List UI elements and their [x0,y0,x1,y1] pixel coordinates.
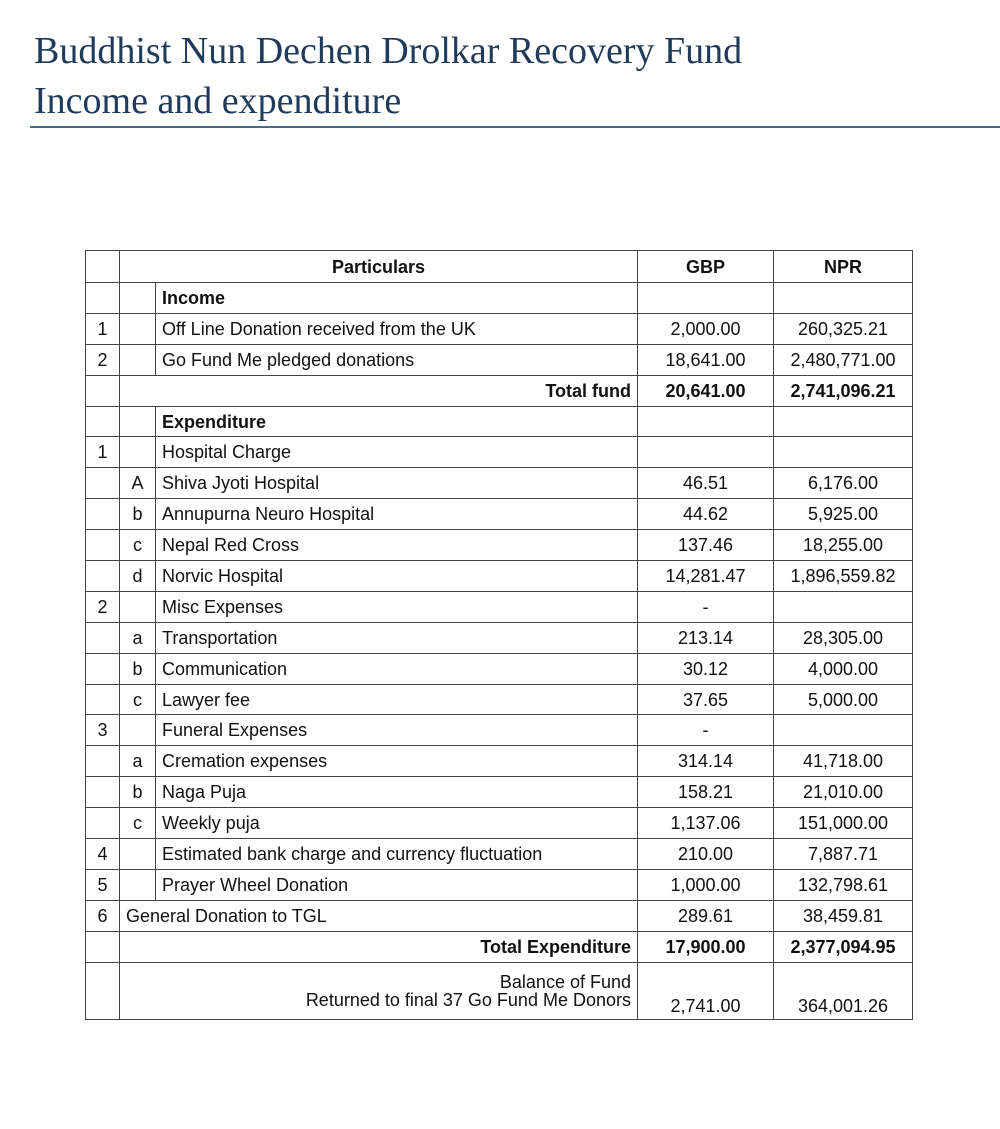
balance-line-2: Returned to final 37 Go Fund Me Donors [305,989,631,1010]
table-row [86,344,913,375]
row-gbp: 14,281.47 [638,561,774,592]
row-index: 2 [86,344,120,375]
table-row [86,746,913,777]
row-gbp: 137.46 [638,530,774,561]
expenditure-section-row [86,406,913,437]
row-sub-index [120,715,156,746]
table-row [86,653,913,684]
row-label: Communication [156,653,638,684]
row-gbp: 213.14 [638,622,774,653]
row-sub-index [120,839,156,870]
total-fund-label: Total fund [120,375,638,406]
row-label: Naga Puja [156,777,638,808]
blank-cell [638,406,774,437]
row-sub-index [120,869,156,900]
blank-cell [774,406,913,437]
table-row [86,313,913,344]
row-sub-index [120,437,156,468]
header-blank-cell [86,251,120,283]
row-index [86,499,120,530]
row-index: 1 [86,313,120,344]
row-npr: 151,000.00 [774,808,913,839]
row-npr: 5,000.00 [774,684,913,715]
row-label: Nepal Red Cross [156,530,638,561]
blank-cell [774,283,913,314]
row-gbp [638,437,774,468]
row-npr: 2,480,771.00 [774,344,913,375]
row-sub-index: a [120,622,156,653]
row-npr [774,715,913,746]
row-gbp: 158.21 [638,777,774,808]
row-npr: 4,000.00 [774,653,913,684]
row-index [86,468,120,499]
row-sub-index: c [120,684,156,715]
row-npr: 21,010.00 [774,777,913,808]
blank-cell [638,283,774,314]
blank-cell [120,283,156,314]
row-npr: 132,798.61 [774,869,913,900]
table-row [86,561,913,592]
row-label: Transportation [156,622,638,653]
total-expenditure-row [86,931,913,962]
row-label: Cremation expenses [156,746,638,777]
row-label: Prayer Wheel Donation [156,869,638,900]
table-row [86,808,913,839]
expenditure-label: Expenditure [156,406,638,437]
header-npr: NPR [774,251,913,283]
row-index [86,622,120,653]
row-label: Funeral Expenses [156,715,638,746]
balance-label [120,962,638,1019]
row-index: 2 [86,591,120,622]
row-label: Weekly puja [156,808,638,839]
header-gbp: GBP [638,251,774,283]
row-gbp: 37.65 [638,684,774,715]
blank-cell [86,931,120,962]
row-index [86,746,120,777]
blank-cell [120,406,156,437]
row-index: 1 [86,437,120,468]
row-sub-index: c [120,530,156,561]
row-gbp: - [638,591,774,622]
row-index [86,530,120,561]
balance-row [86,962,913,1019]
row-index: 4 [86,839,120,870]
income-label: Income [156,283,638,314]
table-row [86,869,913,900]
total-expenditure-gbp: 17,900.00 [638,931,774,962]
blank-cell [120,344,156,375]
row-npr: 28,305.00 [774,622,913,653]
balance-npr: 364,001.26 [774,962,913,1019]
row-index [86,684,120,715]
table-row [86,715,913,746]
row-gbp: 44.62 [638,499,774,530]
row-npr: 38,459.81 [774,900,913,931]
blank-cell [120,313,156,344]
table-row [86,530,913,561]
row-gbp: - [638,715,774,746]
row-gbp: 289.61 [638,900,774,931]
row-label: Off Line Donation received from the UK [156,313,638,344]
table-header-row [86,251,913,283]
row-sub-index: c [120,808,156,839]
table-row [86,684,913,715]
blank-cell [86,406,120,437]
total-fund-row [86,375,913,406]
row-gbp: 2,000.00 [638,313,774,344]
table-row [86,591,913,622]
row-gbp: 1,137.06 [638,808,774,839]
row-sub-index: a [120,746,156,777]
row-npr: 5,925.00 [774,499,913,530]
row-sub-index: b [120,499,156,530]
row-index [86,561,120,592]
row-npr: 41,718.00 [774,746,913,777]
row-sub-index: b [120,777,156,808]
header-particulars: Particulars [120,251,638,283]
title-line-1: Buddhist Nun Dechen Drolkar Recovery Fund [34,30,743,72]
table-row [86,437,913,468]
balance-gbp: 2,741.00 [638,962,774,1019]
title-line-2: Income and expenditure [34,80,402,122]
document-title [34,26,742,126]
row-label: Annupurna Neuro Hospital [156,499,638,530]
row-index [86,777,120,808]
income-expenditure-table [85,250,913,1020]
row-label: Norvic Hospital [156,561,638,592]
income-section-row [86,283,913,314]
row-sub-index: b [120,653,156,684]
total-fund-gbp: 20,641.00 [638,375,774,406]
row-gbp: 18,641.00 [638,344,774,375]
row-gbp: 1,000.00 [638,869,774,900]
blank-cell [86,375,120,406]
row-gbp: 314.14 [638,746,774,777]
row-label: Shiva Jyoti Hospital [156,468,638,499]
table-row [86,468,913,499]
general-donation-row [86,900,913,931]
row-label: Lawyer fee [156,684,638,715]
table-row [86,622,913,653]
row-index [86,808,120,839]
row-npr: 18,255.00 [774,530,913,561]
row-label: Hospital Charge [156,437,638,468]
row-sub-index: d [120,561,156,592]
row-npr [774,437,913,468]
row-label: Estimated bank charge and currency fluctuation [156,839,638,870]
row-npr: 7,887.71 [774,839,913,870]
row-index: 6 [86,900,120,931]
blank-cell [86,283,120,314]
row-npr [774,591,913,622]
table-row [86,777,913,808]
total-expenditure-label: Total Expenditure [120,931,638,962]
row-index [86,653,120,684]
row-sub-index [120,591,156,622]
row-sub-index: A [120,468,156,499]
table-row [86,499,913,530]
table-row [86,839,913,870]
row-index: 5 [86,869,120,900]
total-expenditure-npr: 2,377,094.95 [774,931,913,962]
row-label: General Donation to TGL [120,900,638,931]
row-gbp: 46.51 [638,468,774,499]
balance-line-1: Balance of Fund [499,971,631,992]
row-index: 3 [86,715,120,746]
row-gbp: 210.00 [638,839,774,870]
total-fund-npr: 2,741,096.21 [774,375,913,406]
row-label: Go Fund Me pledged donations [156,344,638,375]
row-npr: 6,176.00 [774,468,913,499]
blank-cell [86,962,120,1019]
row-label: Misc Expenses [156,591,638,622]
row-npr: 260,325.21 [774,313,913,344]
row-npr: 1,896,559.82 [774,561,913,592]
row-gbp: 30.12 [638,653,774,684]
title-divider [30,126,1000,128]
